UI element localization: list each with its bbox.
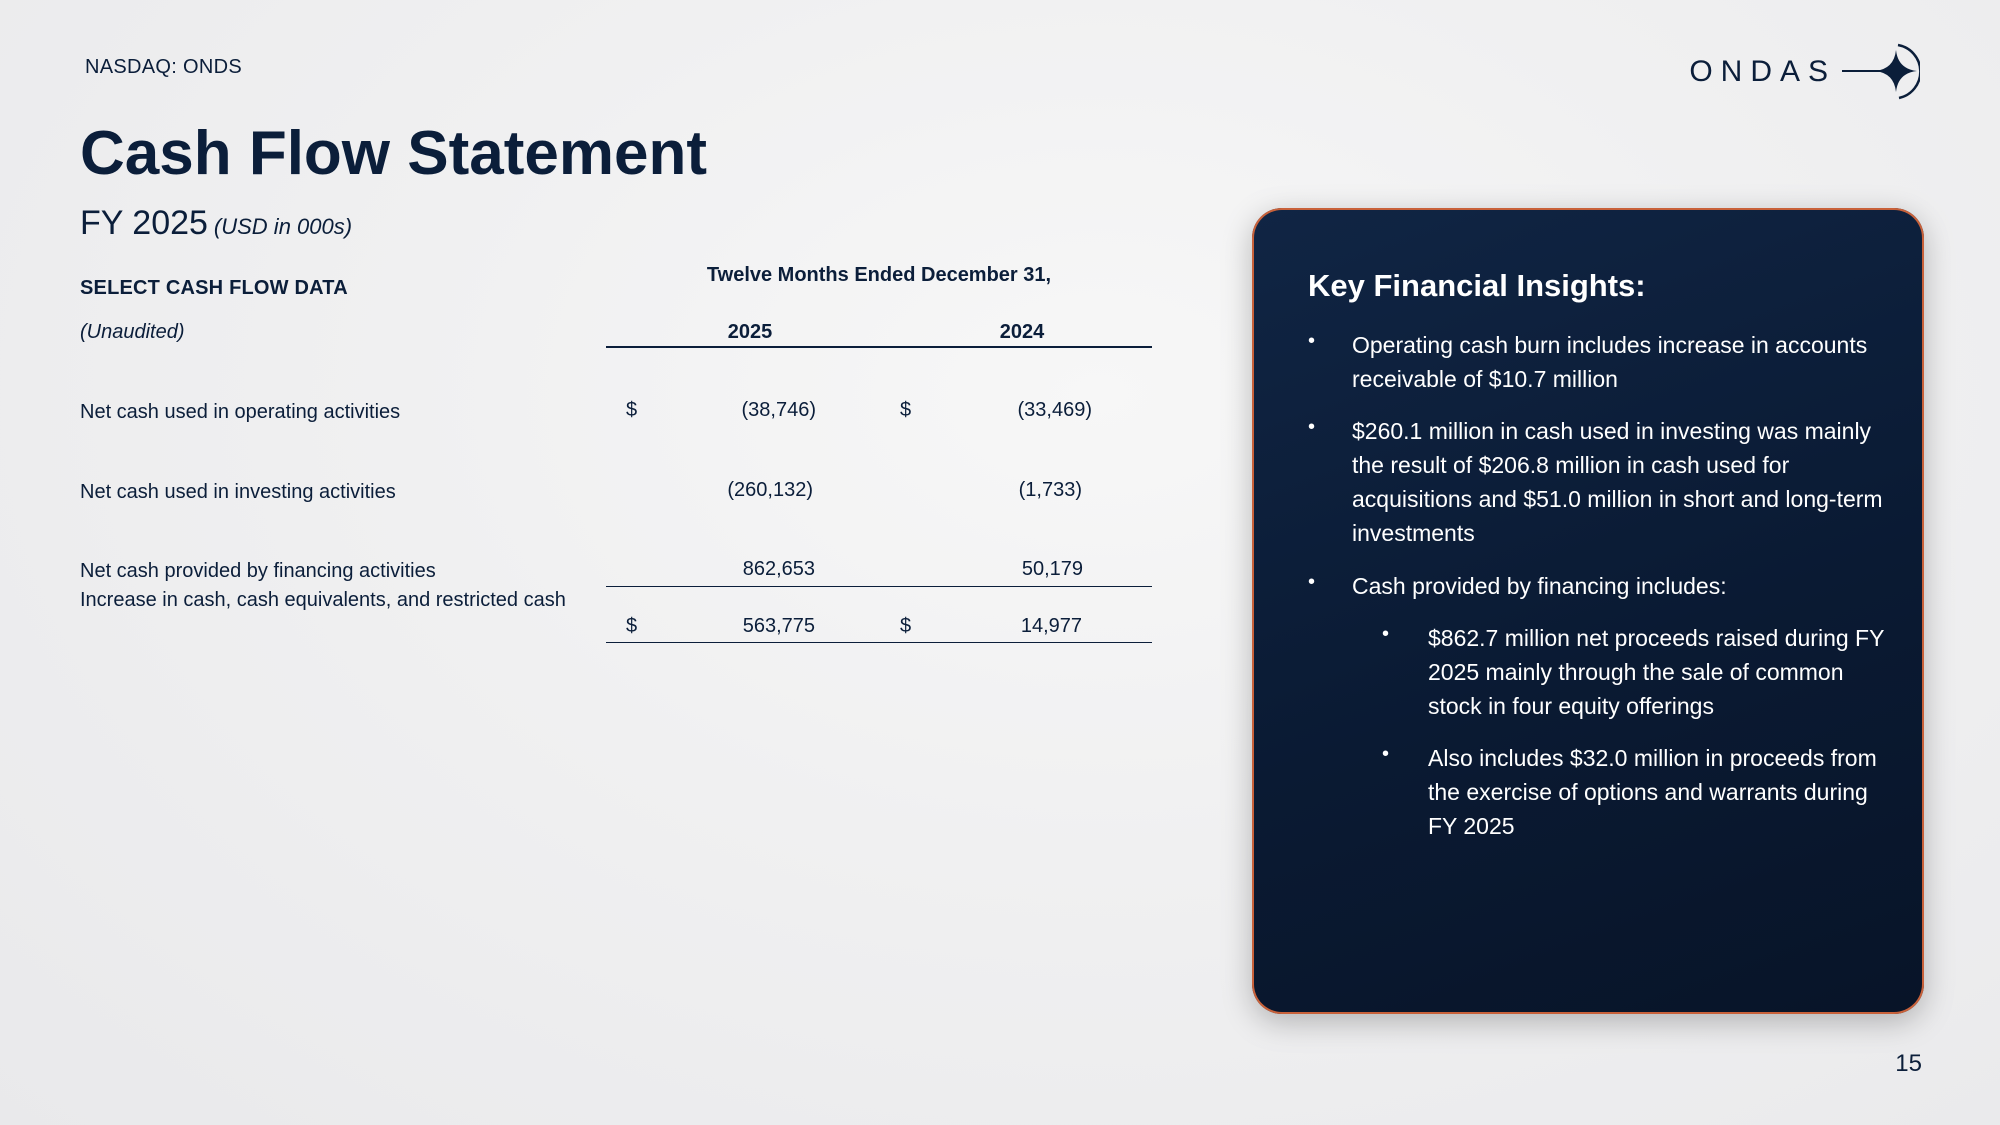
unit-note: (USD in 000s) xyxy=(213,214,353,239)
column-header-2025: 2025 xyxy=(727,321,773,343)
ticker-label: NASDAQ: ONDS xyxy=(85,56,242,78)
value-investing-2024: (1,733) xyxy=(1018,479,1082,501)
value-net-increase-2024: 14,977 xyxy=(1020,615,1082,637)
currency-symbol: $ xyxy=(626,615,638,637)
insights-title: Key Financial Insights: xyxy=(1308,268,1646,303)
bullet-dot-icon: • xyxy=(1382,623,1390,645)
page-number: 15 xyxy=(1895,1050,1922,1077)
insight-item: Operating cash burn includes increase in accounts receivable of $10.7 million xyxy=(1352,332,1868,392)
row-label-investing: Net cash used in investing activities xyxy=(80,481,396,503)
row-label-net-increase: Increase in cash, cash equivalents, and restricted cash xyxy=(80,589,566,611)
insight-item: Cash provided by financing includes: xyxy=(1352,573,1727,599)
period-header: Twelve Months Ended December 31, xyxy=(706,264,1052,286)
bullet-dot-icon: • xyxy=(1308,571,1316,593)
row-label-financing: Net cash provided by financing activities xyxy=(80,560,436,582)
currency-symbol: $ xyxy=(900,399,912,421)
value-operating-2024: (33,469) xyxy=(1017,399,1092,421)
page-subtitle xyxy=(80,204,352,243)
logo-wordmark: ONDAS xyxy=(1689,55,1836,88)
fiscal-year-label: FY 2025 xyxy=(80,204,208,242)
value-investing-2025: (260,132) xyxy=(727,479,813,501)
bullet-dot-icon: • xyxy=(1382,743,1390,765)
header-rule xyxy=(606,346,1152,348)
row-label-operating: Net cash used in operating activities xyxy=(80,401,401,423)
insight-sub-item: Also includes $32.0 million in proceeds from the exercise of options and warrants during FY 2025 xyxy=(1428,745,1877,839)
page-title: Cash Flow Statement xyxy=(80,119,707,188)
key-insights-panel xyxy=(1252,208,1924,1014)
currency-symbol: $ xyxy=(626,399,638,421)
company-logo xyxy=(1689,40,1920,104)
unaudited-note: (Unaudited) xyxy=(80,321,185,343)
value-operating-2025: (38,746) xyxy=(741,399,816,421)
value-financing-2024: 50,179 xyxy=(1021,558,1083,580)
bullet-dot-icon: • xyxy=(1308,416,1316,438)
table-section-label: SELECT CASH FLOW DATA xyxy=(80,277,348,299)
value-financing-2025: 862,653 xyxy=(742,558,815,580)
insight-sub-item: $862.7 million net proceeds raised during FY 2025 mainly through the sale of common stock in four equity offerings xyxy=(1428,625,1885,719)
value-net-increase-2025: 563,775 xyxy=(742,615,815,637)
subtotal-rule xyxy=(606,586,1152,587)
column-header-2024: 2024 xyxy=(999,321,1045,343)
currency-symbol: $ xyxy=(900,615,912,637)
four-point-star-arc-icon xyxy=(1840,40,1920,104)
total-rule xyxy=(606,642,1152,643)
insight-item: $260.1 million in cash used in investing was mainly the result of $206.8 million in cash used for acquisitions and $51.0 million in short and long-term investments xyxy=(1352,418,1883,546)
bullet-dot-icon: • xyxy=(1308,330,1316,352)
